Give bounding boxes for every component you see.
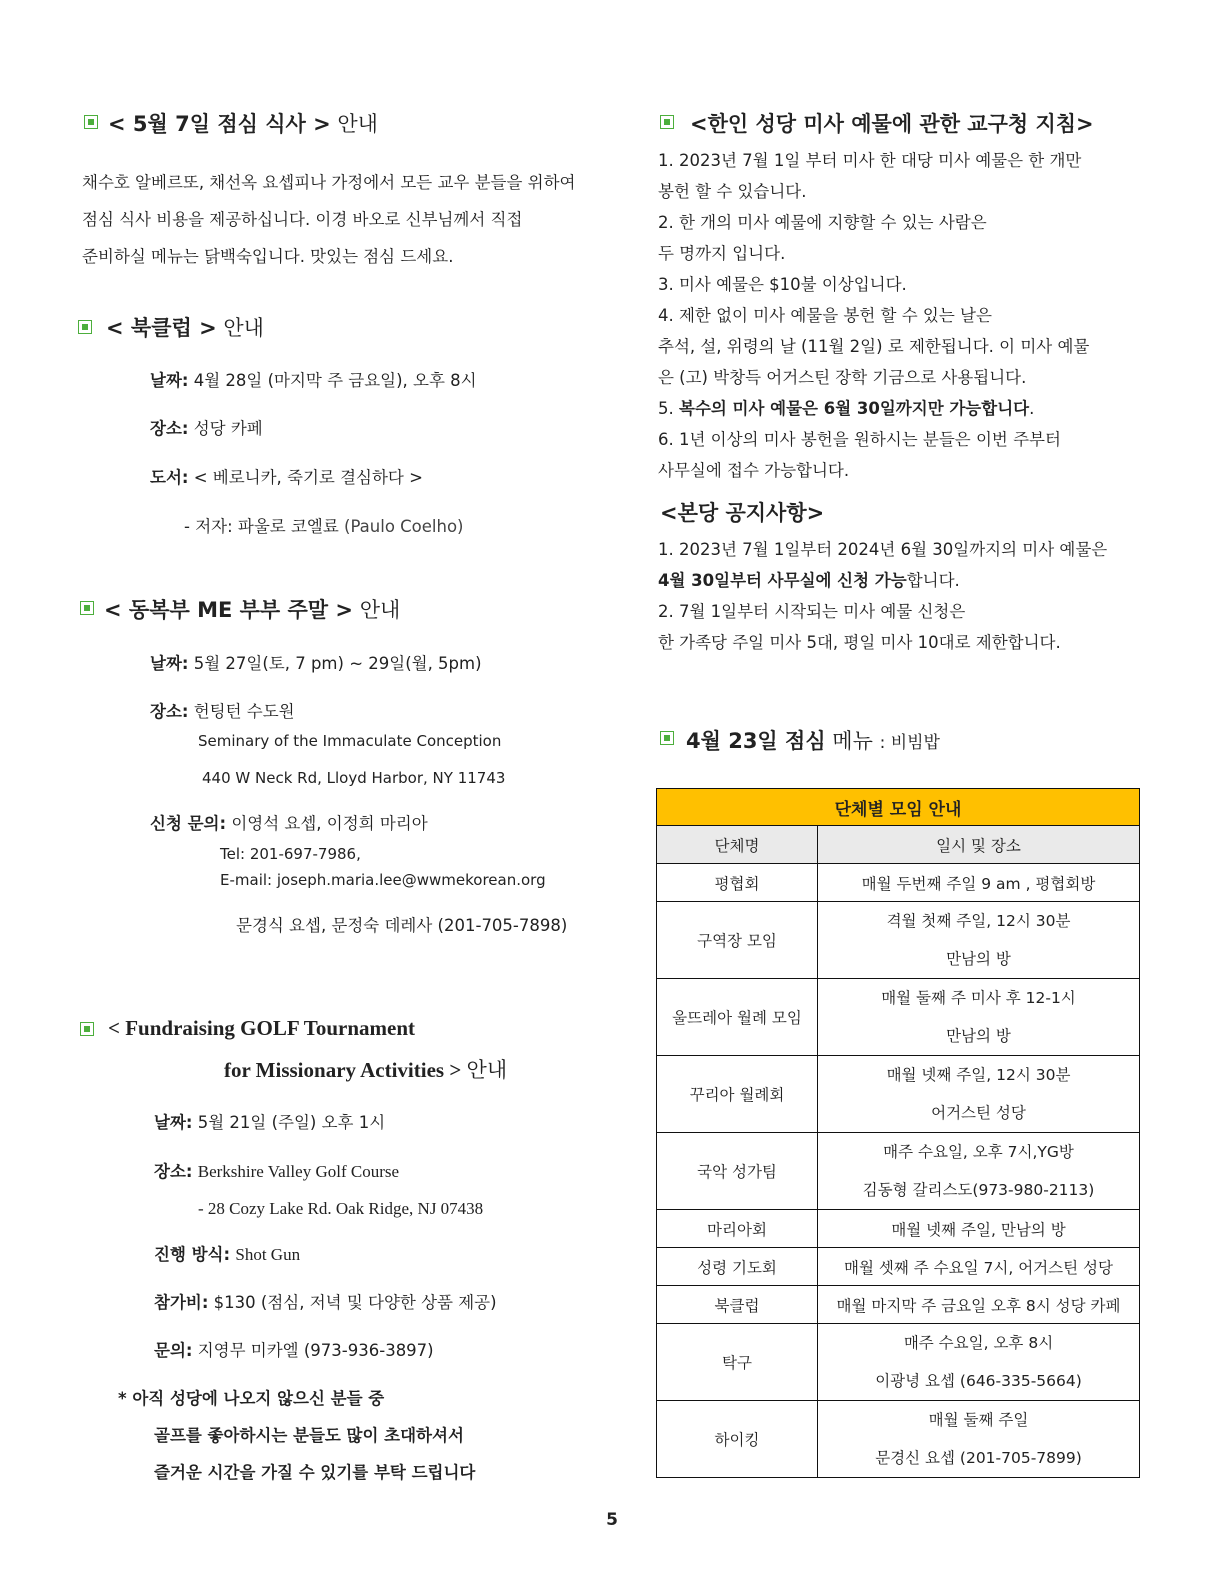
menu-heading: 4월 23일 점심 메뉴 : 비빔밥	[686, 729, 940, 753]
table-row: 성령 기도회 매월 셋째 주 수요일 7시, 어거스틴 성당	[657, 1248, 1140, 1286]
me-heading: < 동복부 ME 부부 주말 > 안내	[104, 598, 401, 622]
golf-format: 진행 방식: Shot Gun	[154, 1245, 301, 1264]
golf-inquiry: 문의: 지영무 미카엘 (973-936-3897)	[154, 1341, 434, 1360]
bookclub-place: 장소: 성당 카페	[150, 419, 263, 438]
golf-fee: 참가비: $130 (점심, 저녁 및 다양한 상품 제공)	[154, 1293, 497, 1312]
golf-note-line1: * 아직 성당에 나오지 않으신 분들 중	[118, 1389, 385, 1408]
me-place-line3: 440 W Neck Rd, Lloyd Harbor, NY 11743	[202, 769, 506, 787]
me-place: 장소: 헌팅턴 수도원	[150, 702, 295, 721]
mass-body: 1. 2023년 7월 1일 부터 미사 한 대당 미사 예물은 한 개만 봉헌 할 수 있습니다. 2. 한 개의 미사 예물에 지향할 수 있는 사람은 두 명까지 입니다. 3. 미사 예물은 $10불 이상입니다. 4. 제한 없이 미사 예물을 봉헌 할 수 있는 날은 추석, 설, 위령의 날 (11월 2일) 로 제한됩니다. 이 미사 예물 은 (고) 박창득 어거스틴 장학 기금으로 사용됩니다. 5. 복수의 미사 예물은 6월 30일까지만 가능합니다. 6. 1년 이상의 미사 봉헌을 원하시는 분들은 이번 주부터 사무실에 접수 가능합니다.	[658, 151, 1090, 480]
table-row: 탁구 매주 수요일, 오후 8시 이광녕 요셉 (646-335-5664)	[657, 1324, 1140, 1401]
bullet-square-icon	[80, 1022, 94, 1036]
golf-address: - 28 Cozy Lake Rd. Oak Ridge, NJ 07438	[198, 1199, 484, 1218]
column-header-name: 단체명	[657, 826, 818, 864]
bookclub-book: 도서: < 베로니카, 죽기로 결심하다 >	[150, 468, 423, 487]
table-row: 울뜨레아 월례 모임 매월 둘째 주 미사 후 12-1시 만남의 방	[657, 979, 1140, 1056]
table-row: 하이킹 매월 둘째 주일 문경신 요셉 (201-705-7899)	[657, 1401, 1140, 1478]
golf-heading-line1: < Fundraising GOLF Tournament	[108, 1016, 416, 1040]
table-row: 국악 성가팀 매주 수요일, 오후 7시,YG방 김동형 갈리스도(973-980-2113)	[657, 1133, 1140, 1210]
bookclub-author: - 저자: 파울로 코엘료 (Paulo Coelho)	[184, 517, 464, 536]
bookclub-heading: < 북클럽 > 안내	[106, 316, 264, 340]
golf-date: 날짜: 5월 21일 (주일) 오후 1시	[154, 1113, 386, 1132]
notice-heading: <본당 공지사항>	[660, 501, 825, 525]
me-contact: 신청 문의: 이영석 요셉, 이정희 마리아	[150, 814, 428, 833]
groups-table-title: 단체별 모임 안내	[657, 789, 1140, 826]
mass-heading: <한인 성당 미사 예물에 관한 교구청 지침>	[690, 112, 1094, 136]
bullet-square-icon	[78, 320, 92, 334]
bullet-square-icon	[660, 115, 674, 129]
table-row: 꾸리아 월례회 매월 넷째 주일, 12시 30분 어거스틴 성당	[657, 1056, 1140, 1133]
me-date: 날짜: 5월 27일(토, 7 pm) ~ 29일(월, 5pm)	[150, 654, 482, 673]
bullet-square-icon	[84, 115, 98, 129]
page-number: 5	[606, 1510, 618, 1530]
golf-note-line3: 즐거운 시간을 가질 수 있기를 부탁 드립니다	[154, 1463, 476, 1482]
column-header-schedule: 일시 및 장소	[818, 826, 1140, 864]
mass-line-5: 5. 복수의 미사 예물은 6월 30일까지만 가능합니다.	[658, 399, 1035, 418]
table-row: 북클럽 매월 마지막 주 금요일 오후 8시 성당 카페	[657, 1286, 1140, 1324]
table-row: 마리아회 매월 넷째 주일, 만남의 방	[657, 1210, 1140, 1248]
bookclub-date: 날짜: 4월 28일 (마지막 주 금요일), 오후 8시	[150, 371, 477, 390]
groups-table	[656, 788, 1140, 1478]
me-place-line2: Seminary of the Immaculate Conception	[198, 732, 502, 750]
lunch-heading: < 5월 7일 점심 식사 > 안내	[108, 112, 378, 136]
lunch-body: 채수호 알베르또, 채선옥 요셉피나 가정에서 모든 교우 분들을 위하여 점심 식사 비용을 제공하십니다. 이경 바오로 신부님께서 직접 준비하실 메뉴는 닭백숙입니다. 맛있는 점심 드세요.	[82, 173, 576, 266]
me-tel: Tel: 201-697-7986,	[220, 845, 361, 863]
me-email: E-mail: joseph.maria.lee@wwmekorean.org	[220, 871, 546, 889]
notice-body: 1. 2023년 7월 1일부터 2024년 6월 30일까지의 미사 예물은 4월 30일부터 사무실에 신청 가능합니다. 2. 7월 1일부터 시작되는 미사 예물 신청은 한 가족당 주일 미사 5대, 평일 미사 10대로 제한합니다.	[658, 540, 1108, 652]
table-row: 구역장 모임 격월 첫째 주일, 12시 30분 만남의 방	[657, 902, 1140, 979]
golf-place: 장소: Berkshire Valley Golf Course	[154, 1162, 400, 1181]
table-row: 평협회 매월 두번째 주일 9 am , 평협회방	[657, 864, 1140, 902]
me-contact2: 문경식 요셉, 문정숙 데레사 (201-705-7898)	[236, 916, 568, 935]
bullet-square-icon	[80, 601, 94, 615]
golf-note-line2: 골프를 좋아하시는 분들도 많이 초대하셔서	[154, 1426, 464, 1445]
golf-heading-line2: for Missionary Activities > 안내	[224, 1058, 508, 1082]
bullet-square-icon	[660, 731, 674, 745]
